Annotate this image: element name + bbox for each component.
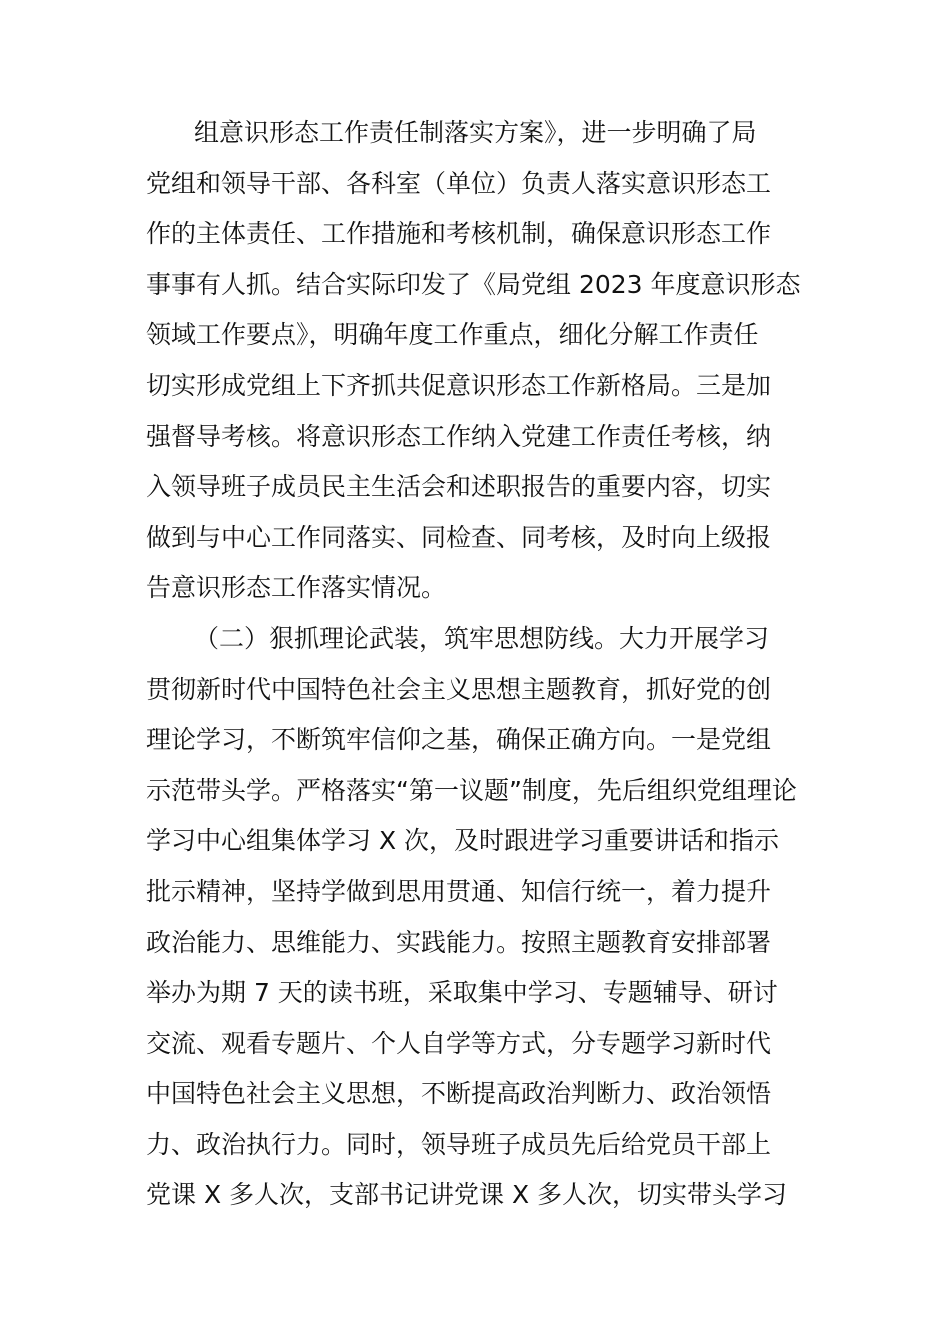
- text-line: 强督导考核。将意识形态工作纳入党建工作责任考核，纳: [146, 421, 772, 451]
- text-line: 批示精神，坚持学做到思用贯通、知信行统一，着力提升: [146, 876, 772, 906]
- text-line: 入领导班子成员民主生活会和述职报告的重要内容，切实: [146, 472, 772, 502]
- text-line: 党课 X 多人次，支部书记讲党课 X 多人次，切实带头学习: [146, 1180, 788, 1210]
- text-line: 力、政治执行力。同时，领导班子成员先后给党员干部上: [146, 1129, 772, 1159]
- text-line: 举办为期 7 天的读书班，采取集中学习、专题辅导、研讨: [146, 978, 778, 1008]
- section-heading-line: （二）狠抓理论武装，筑牢思想防线。大力开展学习: [194, 623, 770, 653]
- text-line: 组意识形态工作责任制落实方案》，进一步明确了局: [194, 118, 757, 147]
- text-line: 中国特色社会主义思想，不断提高政治判断力、政治领悟: [146, 1079, 772, 1109]
- body-text: [146, 108, 816, 1221]
- text-line: 党组和领导干部、各科室（单位）负责人落实意识形态工: [146, 168, 772, 198]
- text-line: 作的主体责任、工作措施和考核机制，确保意识形态工作: [146, 219, 772, 249]
- text-line: 做到与中心工作同落实、同检查、同考核，及时向上级报: [146, 522, 772, 552]
- text-line: 学习中心组集体学习 X 次，及时跟进学习重要讲话和指示: [146, 826, 780, 856]
- text-line: 事事有人抓。结合实际印发了《局党组 2023 年度意识形态: [146, 269, 801, 299]
- text-line: 贯彻新时代中国特色社会主义思想主题教育，抓好党的创: [146, 674, 772, 704]
- text-line: 领域工作要点》，明确年度工作重点，细化分解工作责任: [146, 320, 759, 350]
- text-line: 政治能力、思维能力、实践能力。按照主题教育安排部署: [146, 927, 772, 957]
- text-line: 理论学习，不断筑牢信仰之基，确保正确方向。一是党组: [146, 725, 772, 755]
- text-line: 切实形成党组上下齐抓共促意识形态工作新格局。三是加: [146, 370, 772, 400]
- text-line: 告意识形态工作落实情况。: [146, 573, 447, 603]
- text-line: 交流、观看专题片、个人自学等方式，分专题学习新时代: [146, 1028, 772, 1058]
- text-line: 示范带头学。严格落实“第一议题”制度，先后组织党组理论: [146, 775, 797, 805]
